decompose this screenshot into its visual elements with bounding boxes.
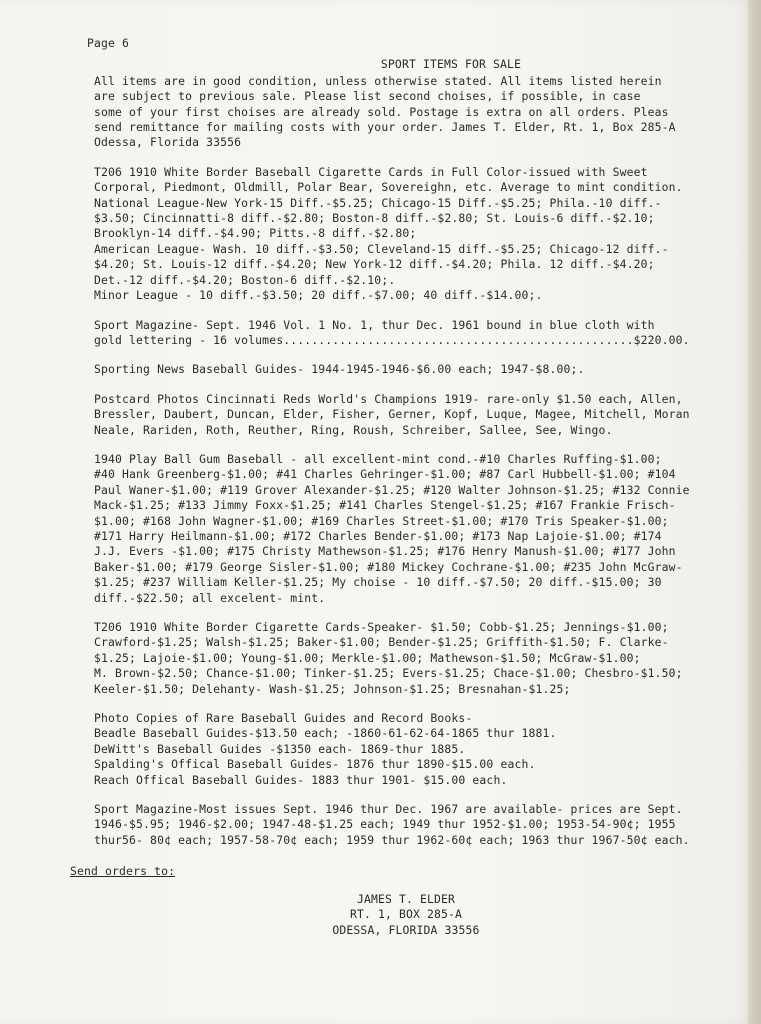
sport-magazine-bound-section: Sport Magazine- Sept. 1946 Vol. 1 No. 1, thur Dec. 1961 bound in blue cloth with gold lettering - 16 volumes..................................................$220.00. <box>94 317 690 347</box>
document-title: SPORT ITEMS FOR SALE <box>380 57 522 72</box>
sport-magazine-issues-section: Sport Magazine-Most issues Sept. 1946 thur Dec. 1967 are available- prices are Sept. 1946-$5.95; 1946-$2.00; 1947-48-$1.25 each; 1949 thur 1952-$1.00; 1953-54-90¢; 1955 thur56- 80¢ each; 1957-58-70¢ each; 1959 thur 1962-60¢ each; 1963 thur 1967-50¢ each. <box>94 802 690 847</box>
send-orders-heading: Send orders to: <box>70 864 176 879</box>
sporting-news-section: Sporting News Baseball Guides- 1944-1945-1946-$6.00 each; 1947-$8.00;. <box>94 362 585 377</box>
document-body <box>70 36 742 938</box>
page-edge <box>748 0 761 1024</box>
mailing-address <box>70 892 742 939</box>
intro-paragraph: All items are in good condition, unless otherwise stated. All items listed herein are subject to previous sale. Please list second choises, if possible, in case some of your first choises are already sold. Postage is extra on all orders. Pleas send remittance for mailing costs with your order. James T. Elder, Rt. 1, Box 285-A Odessa, Florida 33556 <box>94 73 676 150</box>
play-ball-section: 1940 Play Ball Gum Baseball - all excellent-mint cond.-#10 Charles Ruffing-$1.00; #40 Hank Greenberg-$1.00; #41 Charles Gehringer-$1.00; #87 Carl Hubbell-$1.00; #104 Paul Waner-$1.00; #119 Grover Alexander-$1.25; #120 Walter Johnson-$1.25; #132 Connie Mack-$1.25; #133 Jimmy Foxx-$1.25; #141 Charles Stengel-$1.25; #167 Frankie Frisch- $1.00; #168 John Wagner-$1.00; #169 Charles Street-$1.00; #170 Tris Speaker-$1.00; #171 Harry Heilmann-$1.00; #172 Charles Bender-$1.00; #173 Nap Lajoie-$1.00; #174 J.J. Evers -$1.00; #175 Christy Mathewson-$1.25; #176 Henry Manush-$1.00; #177 John Baker-$1.00; #179 George Sisler-$1.00; #180 Mickey Cochrane-$1.00; #235 John McGraw- $1.25; #237 William Keller-$1.25; My choise - 10 diff.-$7.50; 20 diff.-$15.00; 30 diff.-$22.50; all excelent- mint. <box>94 451 690 605</box>
t206-color-section: T206 1910 White Border Baseball Cigarette Cards in Full Color-issued with Sweet Corporal, Piedmont, Oldmill, Polar Bear, Sovereighn, etc. Average to mint condition. National League-New York-15 Diff.-$5.25; Chicago-15 Diff.-$5.25; Phila.-10 diff.- $3.50; Cincinnatti-8 diff.-$2.80; Boston-8 diff.-$2.80; St. Louis-6 diff.-$2.10; Brooklyn-14 diff.-$4.90; Pitts.-8 diff.-$2.80; American League- Wash. 10 diff.-$3.50; Cleveland-15 diff.-$5.25; Chicago-12 diff.- $4.20; St. Louis-12 diff.-$4.20; New York-12 diff.-$4.20; Phila. 12 diff.-$4.20; Det.-12 diff.-$4.20; Boston-6 diff.-$2.10;. Minor League - 10 diff.-$3.50; 20 diff.-$7.00; 40 diff.-$14.00;. <box>94 164 683 303</box>
page-number: Page 6 <box>87 36 130 50</box>
address-line: ODESSA, FLORIDA 33556 <box>332 922 480 937</box>
postcard-photos-section: Postcard Photos Cincinnati Reds World's Champions 1919- rare-only $1.50 each, Allen, Bressler, Daubert, Duncan, Elder, Fisher, Gerner, Kopf, Luque, Magee, Mitchell, Moran Neale, Rariden, Roth, Reuther, Ring, Roush, Schreiber, Sallee, See, Wingo. <box>94 391 690 437</box>
address-line: JAMES T. ELDER <box>356 891 456 906</box>
address-line: RT. 1, BOX 285-A <box>349 907 463 922</box>
photo-copies-section: Photo Copies of Rare Baseball Guides and Record Books- Beadle Baseball Guides-$13.50 each; -1860-61-62-64-1865 thur 1881. DeWitt's Baseball Guides -$1350 each- 1869-thur 1885. Spalding's Offical Baseball Guides- 1876 thur 1890-$15.00 each. Reach Offical Baseball Guides- 1883 thur 1901- $15.00 each. <box>94 711 557 787</box>
t206-cards-section: T206 1910 White Border Cigarette Cards-Speaker- $1.50; Cobb-$1.25; Jennings-$1.00; Crawford-$1.25; Walsh-$1.25; Baker-$1.00; Bender-$1.25; Griffith-$1.50; F. Clarke- $1.25; Lajoie-$1.00; Young-$1.00; Merkle-$1.00; Mathewson-$1.50; McGraw-$1.00; M. Brown-$2.50; Chance-$1.00; Tinker-$1.25; Evers-$1.25; Chace-$1.00; Chesbro-$1.50; Keeler-$1.50; Delehanty- Wash-$1.25; Johnson-$1.25; Bresnahan-$1.25; <box>94 620 683 696</box>
